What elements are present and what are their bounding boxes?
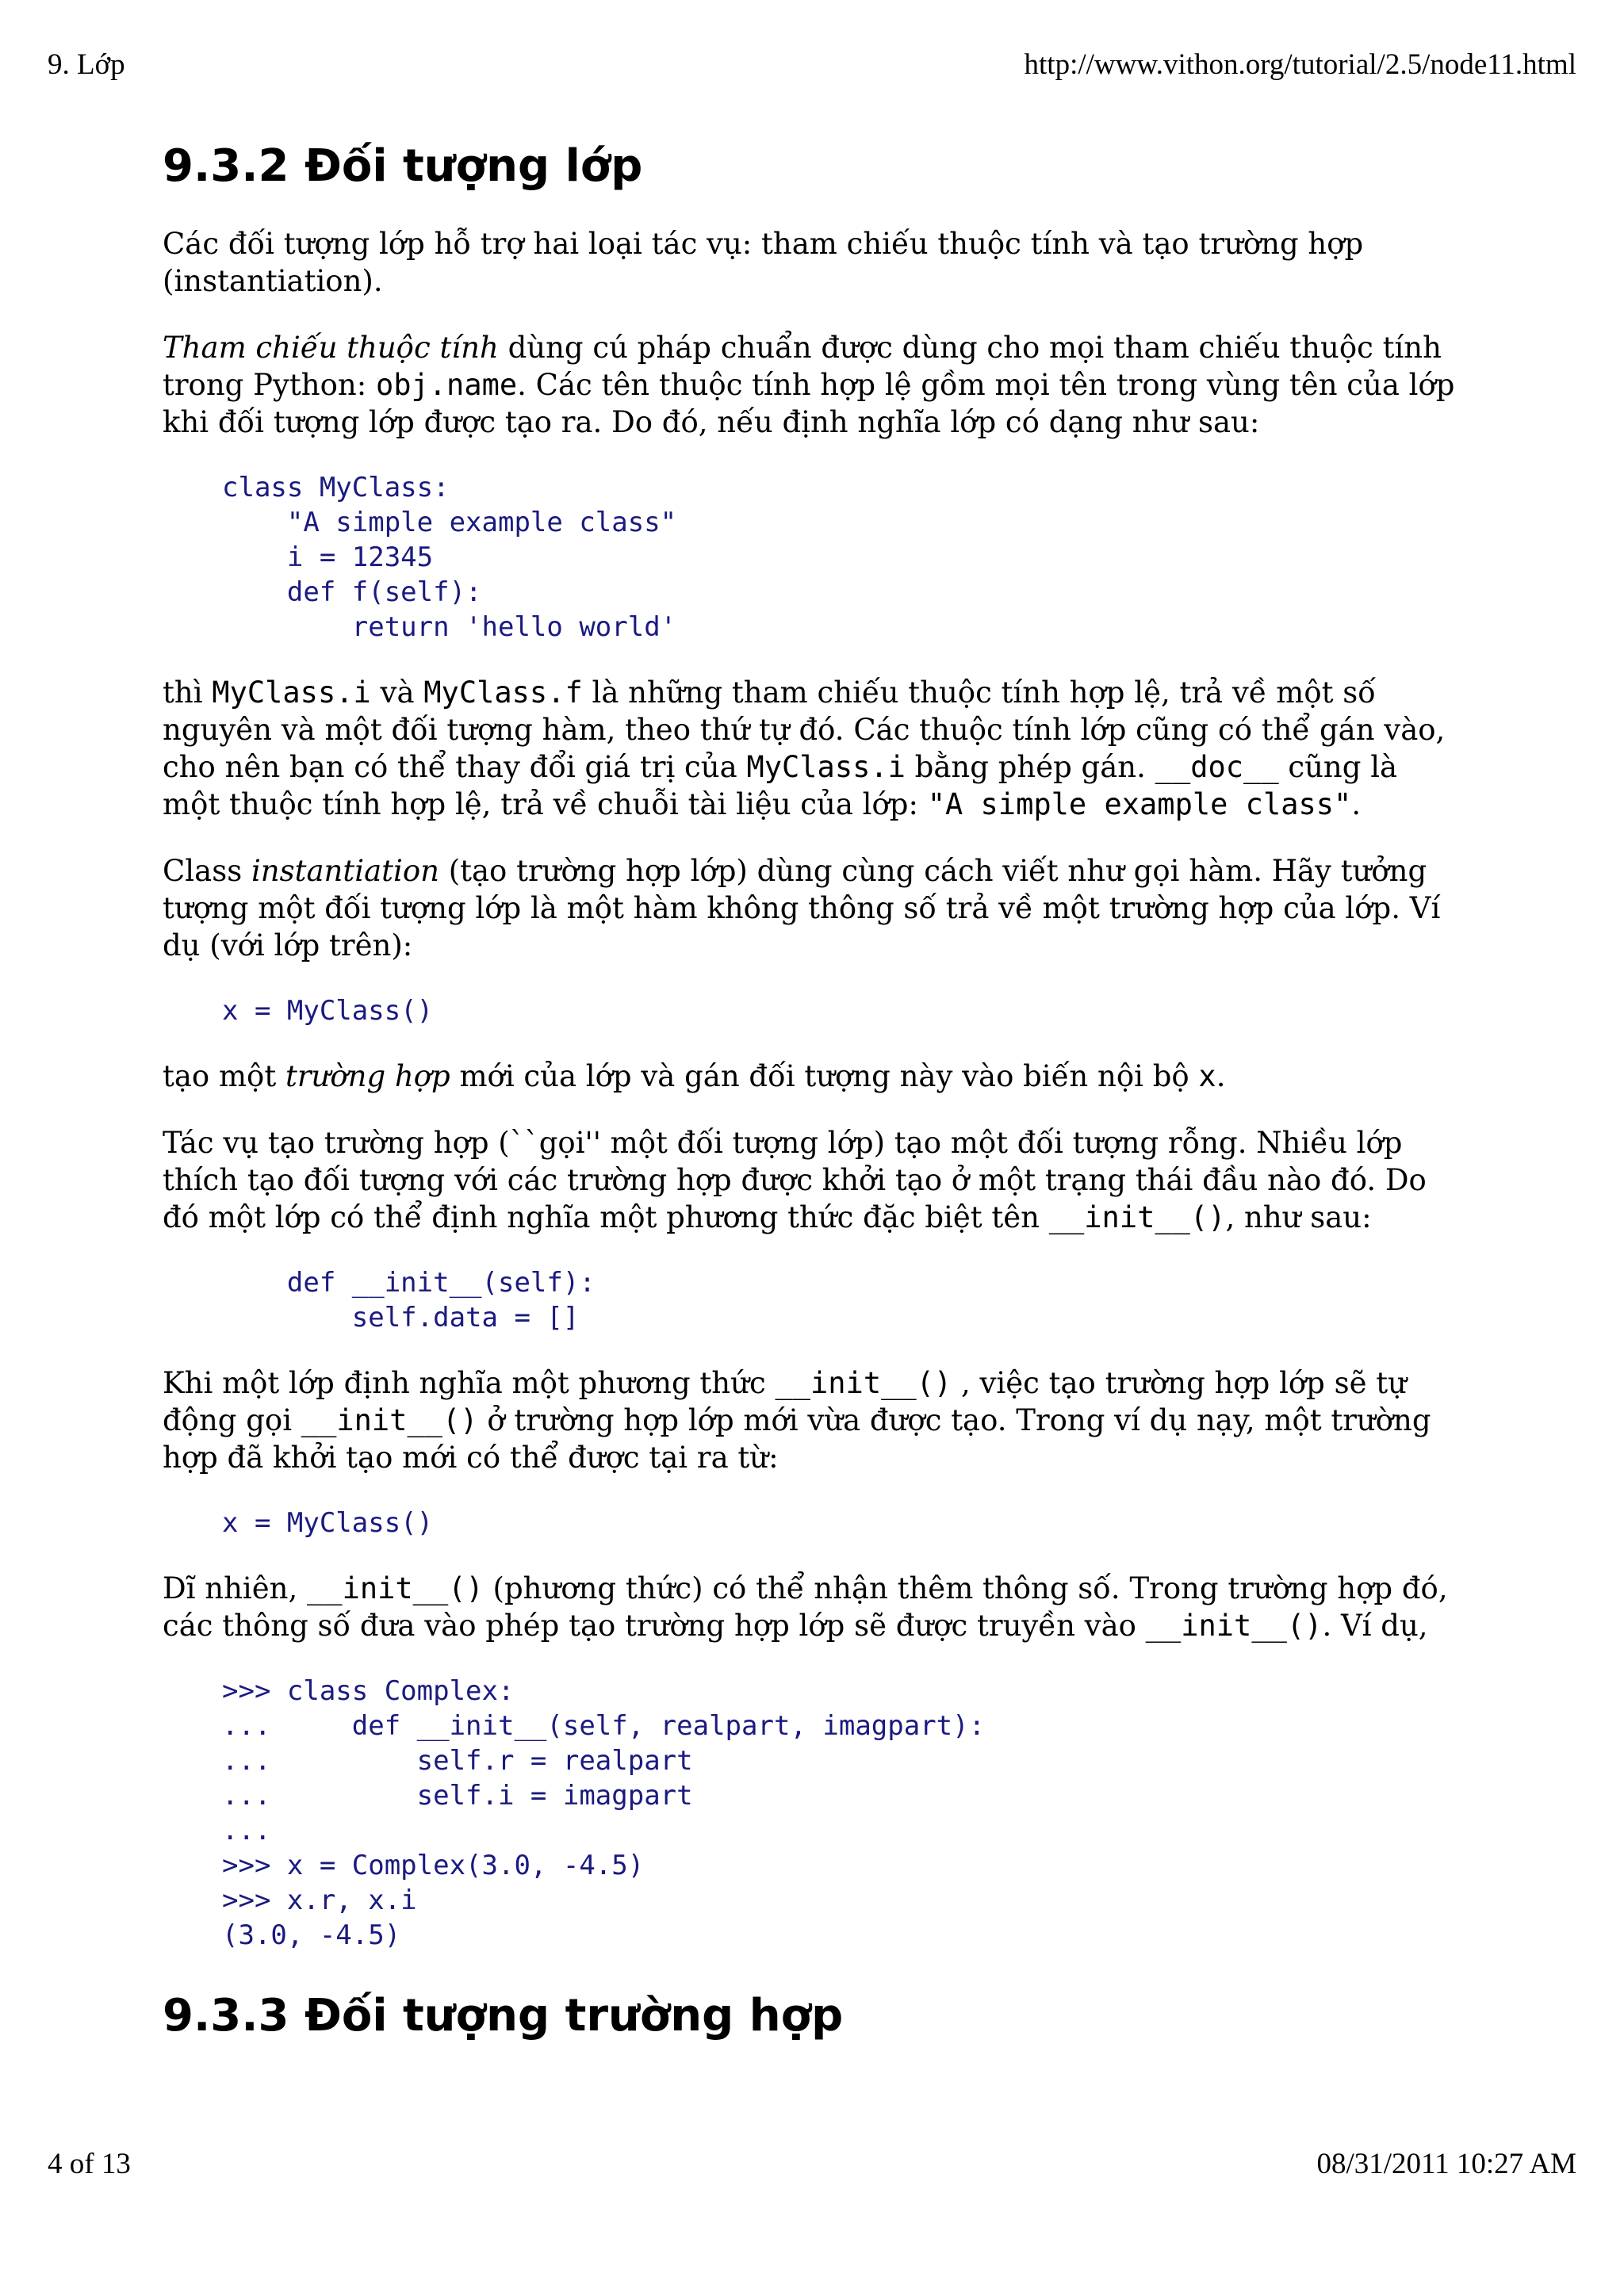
- text-span: dùng cú pháp chuẩn được dùng cho mọi tham chiếu thuộc tính trong Python:: [163, 331, 1442, 402]
- inline-code: MyClass.i: [212, 675, 371, 710]
- text-span: , việc tạo trường hợp lớp sẽ tự động gọi: [163, 1366, 1407, 1437]
- inline-code: "A simple example class": [927, 787, 1352, 821]
- inline-code: __doc__: [1155, 750, 1279, 784]
- text-span: (tạo trường hợp lớp) dùng cùng cách viết như gọi hàm. Hãy tưởng tượng một đối tượng lớp là một hàm không thông số trả về một trường hợp của lớp. Ví dụ (với lớp trên):: [163, 854, 1441, 962]
- main-content: [163, 135, 1463, 2075]
- emphasis-text: instantiation: [251, 854, 439, 888]
- text-span: Dĩ nhiên,: [163, 1571, 308, 1605]
- emphasis-text: Tham chiếu thuộc tính: [163, 331, 499, 365]
- text-span: Tác vụ tạo trường hợp (``gọi'' một đối tượng lớp) tạo một đối tượng rỗng. Nhiều lớp thích tạo đối tượng với các trường hợp được khởi tạo ở một trạng thái đầu nào đó. Do đó một lớp có thể định nghĩa một phương thức đặc biệt tên: [163, 1126, 1427, 1234]
- page-title-header: 9. Lớp: [48, 48, 125, 81]
- code-block-myclass: class MyClass: "A simple example class" i = 12345 def f(self): return 'hello world': [222, 472, 677, 643]
- code-block-complex: >>> class Complex: ... def __init__(self, realpart, imagpart): ... self.r = realpart ... self.i = imagpart ... >>> x = Complex(3.0, -4.5) >>> x.r, x.i (3.0, -4.5): [222, 1675, 986, 1951]
- inline-code: __init__(): [775, 1366, 952, 1400]
- print-timestamp: 08/31/2011 10:27 AM: [1316, 2148, 1576, 2180]
- text-span: , như sau:: [1225, 1200, 1372, 1234]
- inline-code: __init__(): [307, 1571, 484, 1605]
- section-heading-instance-objects: 9.3.3 Đối tượng trường hợp: [163, 1990, 844, 2042]
- code-block-instantiate: x = MyClass(): [222, 995, 434, 1027]
- text-span: (phương thức) có thể nhận thêm thông số. Trong trường hợp đó, các thông số đưa vào phép tạo trường hợp lớp sẽ được truyền vào: [163, 1571, 1448, 1643]
- paragraph-init-method: [163, 1124, 1463, 1236]
- text-span: là những tham chiếu thuộc tính hợp lệ, trả về một số nguyên và một đối tượng hàm, theo thứ tự đó. Các thuộc tính lớp cũng có thể gán vào, cho nên bạn có thể thay đổi giá trị của: [163, 675, 1446, 784]
- paragraph-intro: Các đối tượng lớp hỗ trợ hai loại tác vụ: tham chiếu thuộc tính và tạo trường hợp (instantiation).: [163, 227, 1364, 298]
- emphasis-text: trường hợp: [285, 1059, 450, 1093]
- paragraph-init-arguments: [163, 1570, 1463, 1644]
- inline-code: obj.name: [375, 368, 518, 402]
- paragraph-new-instance: [163, 1058, 1463, 1095]
- inline-code: MyClass.f: [423, 675, 583, 710]
- text-span: . Các tên thuộc tính hợp lệ gồm mọi tên trong vùng tên của lớp khi đối tượng lớp được tạo ra. Do đó, nếu định nghĩa lớp có dạng như sau:: [163, 368, 1455, 439]
- text-span: Khi một lớp định nghĩa một phương thức: [163, 1366, 776, 1400]
- running-header: [48, 46, 1576, 84]
- text-span: mới của lớp và gán đối tượng này vào biến nội bộ: [450, 1059, 1199, 1093]
- page-url-header: http://www.vithon.org/tutorial/2.5/node11.html: [1024, 48, 1576, 81]
- text-span: và: [370, 675, 424, 710]
- paragraph-init-invocation: [163, 1364, 1463, 1476]
- text-span: cũng là một thuộc tính hợp lệ, trả về chuỗi tài liệu của lớp:: [163, 750, 1398, 821]
- inline-code: __init__(): [1048, 1200, 1226, 1234]
- paragraph-valid-references: [163, 674, 1463, 823]
- section-heading-class-objects: 9.3.2 Đối tượng lớp: [163, 140, 643, 192]
- code-block-init-def: def __init__(self): self.data = []: [286, 1267, 596, 1334]
- inline-code: MyClass.i: [746, 750, 906, 784]
- text-span: tạo một: [163, 1059, 285, 1093]
- text-span: ở trường hợp lớp mới vừa được tạo. Trong ví dụ nạy, một trường hợp đã khởi tạo mới có thể được tại ra từ:: [163, 1403, 1431, 1475]
- text-span: . Ví dụ,: [1322, 1609, 1428, 1643]
- text-span: .: [1216, 1059, 1226, 1093]
- page-counter: 4 of 13: [48, 2148, 131, 2180]
- inline-code: __init__(): [1145, 1609, 1323, 1643]
- inline-code: x: [1198, 1059, 1216, 1093]
- code-block-instantiate-2: x = MyClass(): [222, 1507, 434, 1539]
- text-span: thì: [163, 675, 213, 710]
- inline-code: __init__(): [301, 1403, 478, 1437]
- running-footer: [48, 2145, 1576, 2183]
- paragraph-class-instantiation: [163, 852, 1463, 964]
- text-span: Class: [163, 854, 251, 888]
- text-span: .: [1351, 787, 1362, 821]
- text-span: bằng phép gán.: [905, 750, 1155, 784]
- paragraph-attribute-references: [163, 329, 1463, 441]
